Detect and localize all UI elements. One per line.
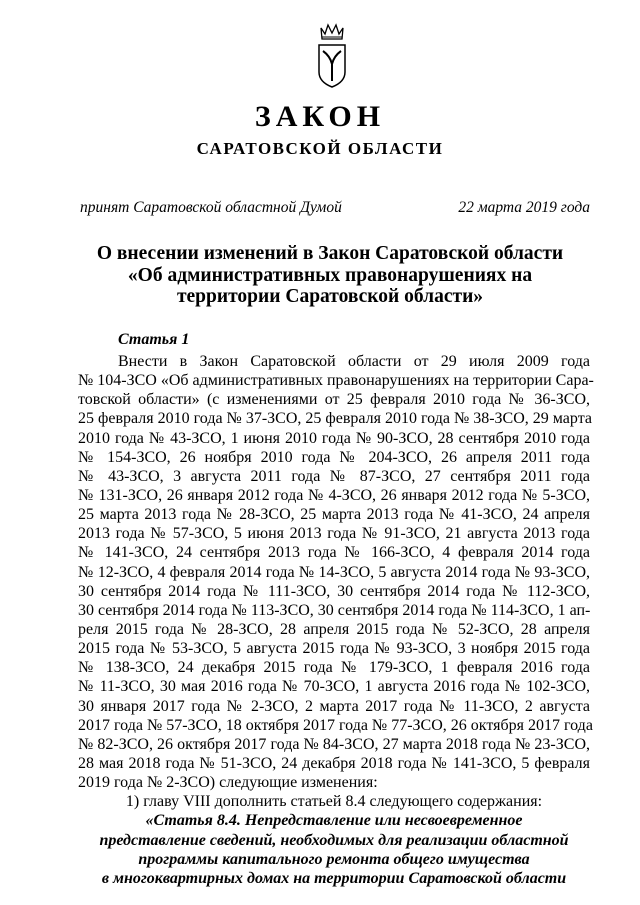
body-line: 2010 года № 43-ЗСО, 1 июня 2010 года № 90-ЗСО, 28 сентября 2010 года bbox=[78, 429, 590, 447]
body-line: № 12-ЗСО, 4 февраля 2014 года № 14-ЗСО, 5 августа 2014 года № 93-ЗСО, bbox=[78, 563, 590, 581]
new-article-heading-line: программы капитального ремонта общего имущества bbox=[138, 850, 530, 868]
new-article-heading-line: представление сведений, необходимых для реализации областной bbox=[99, 831, 569, 849]
law-heading bbox=[60, 243, 600, 308]
article-body bbox=[78, 352, 594, 888]
body-line: 30 января 2017 года № 2-ЗСО, 2 марта 2017 года № 11-ЗСО, 2 августа bbox=[78, 697, 590, 715]
body-line: 30 сентября 2014 года № 113-ЗСО, 30 сентября 2014 года № 114-ЗСО, 1 ап- bbox=[78, 601, 591, 619]
article-title: Статья 1 bbox=[118, 331, 190, 348]
new-article-heading-line: в многоквартирных домах на территории Саратовской области bbox=[101, 869, 567, 887]
adopted-by: принят Саратовской областной Думой bbox=[80, 199, 342, 216]
body-line: № 138-ЗСО, 24 декабря 2015 года № 179-ЗСО, 1 февраля 2016 года bbox=[78, 659, 590, 677]
heading-line: О внесении изменений в Закон Саратовской области bbox=[96, 243, 564, 264]
coat-of-arms-emblem bbox=[316, 20, 348, 90]
body-line: № 11-ЗСО, 30 мая 2016 года № 70-ЗСО, 1 августа 2016 года № 102-ЗСО, bbox=[78, 678, 590, 696]
adopted-date: 22 марта 2019 года bbox=[458, 199, 590, 216]
amendment-item: 1) главу VIII дополнить статьей 8.4 следующего содержания: bbox=[125, 793, 543, 811]
body-line: 2017 года № 57-ЗСО, 18 октября 2017 года № 77-ЗСО, 26 октября 2017 года bbox=[78, 716, 593, 734]
body-line: 25 марта 2013 года № 28-ЗСО, 25 марта 2013 года № 41-ЗСО, 24 апреля bbox=[78, 506, 590, 524]
body-line: № 43-ЗСО, 3 августа 2011 года № 87-ЗСО, 27 сентября 2011 года bbox=[78, 467, 590, 485]
new-article-heading-line: «Статья 8.4. Непредставление или несвоевременное bbox=[145, 812, 523, 830]
body-line: № 141-ЗСО, 24 сентября 2013 года № 166-ЗСО, 4 февраля 2014 года bbox=[78, 544, 590, 562]
document-title: ЗАКОН bbox=[254, 100, 386, 133]
body-line: № 131-ЗСО, 26 января 2012 года № 4-ЗСО, 26 января 2012 года № 5-ЗСО, bbox=[78, 486, 590, 504]
body-line: 2015 года № 53-ЗСО, 5 августа 2015 года № 93-ЗСО, 3 ноября 2015 года bbox=[78, 640, 590, 658]
body-line: 2013 года № 57-ЗСО, 5 июня 2013 года № 91-ЗСО, 21 августа 2013 года bbox=[78, 525, 590, 543]
heading-line: «Об административных правонарушениях на bbox=[127, 264, 533, 286]
region-name: САРАТОВСКОЙ ОБЛАСТИ bbox=[196, 139, 444, 158]
body-line: Внести в Закон Саратовской области от 29 июля 2009 года bbox=[118, 353, 590, 370]
body-line: реля 2015 года № 28-ЗСО, 28 апреля 2015 года № 52-ЗСО, 28 апреля bbox=[78, 620, 590, 638]
body-line: товской области» (с изменениями от 25 февраля 2010 года № 36-ЗСО, bbox=[78, 391, 590, 409]
body-line: № 82-ЗСО, 26 октября 2017 года № 84-ЗСО, 27 марта 2018 года № 23-ЗСО, bbox=[78, 735, 590, 753]
body-line: 2019 года № 2-ЗСО) следующие изменения: bbox=[78, 774, 378, 792]
body-line: № 154-ЗСО, 26 ноября 2010 года № 204-ЗСО, 26 апреля 2011 года bbox=[78, 448, 590, 466]
body-line: 30 сентября 2014 года № 111-ЗСО, 30 сентября 2014 года № 112-ЗСО, bbox=[78, 582, 590, 600]
body-line: 25 февраля 2010 года № 37-ЗСО, 25 февраля 2010 года № 38-ЗСО, 29 марта bbox=[78, 410, 592, 428]
body-line: 28 мая 2018 года № 51-ЗСО, 24 декабря 2018 года № 141-ЗСО, 5 февраля bbox=[78, 754, 590, 772]
heading-line: территории Саратовской области» bbox=[176, 286, 484, 307]
body-line: № 104-ЗСО «Об административных правонарушениях на территории Сара- bbox=[78, 372, 594, 390]
